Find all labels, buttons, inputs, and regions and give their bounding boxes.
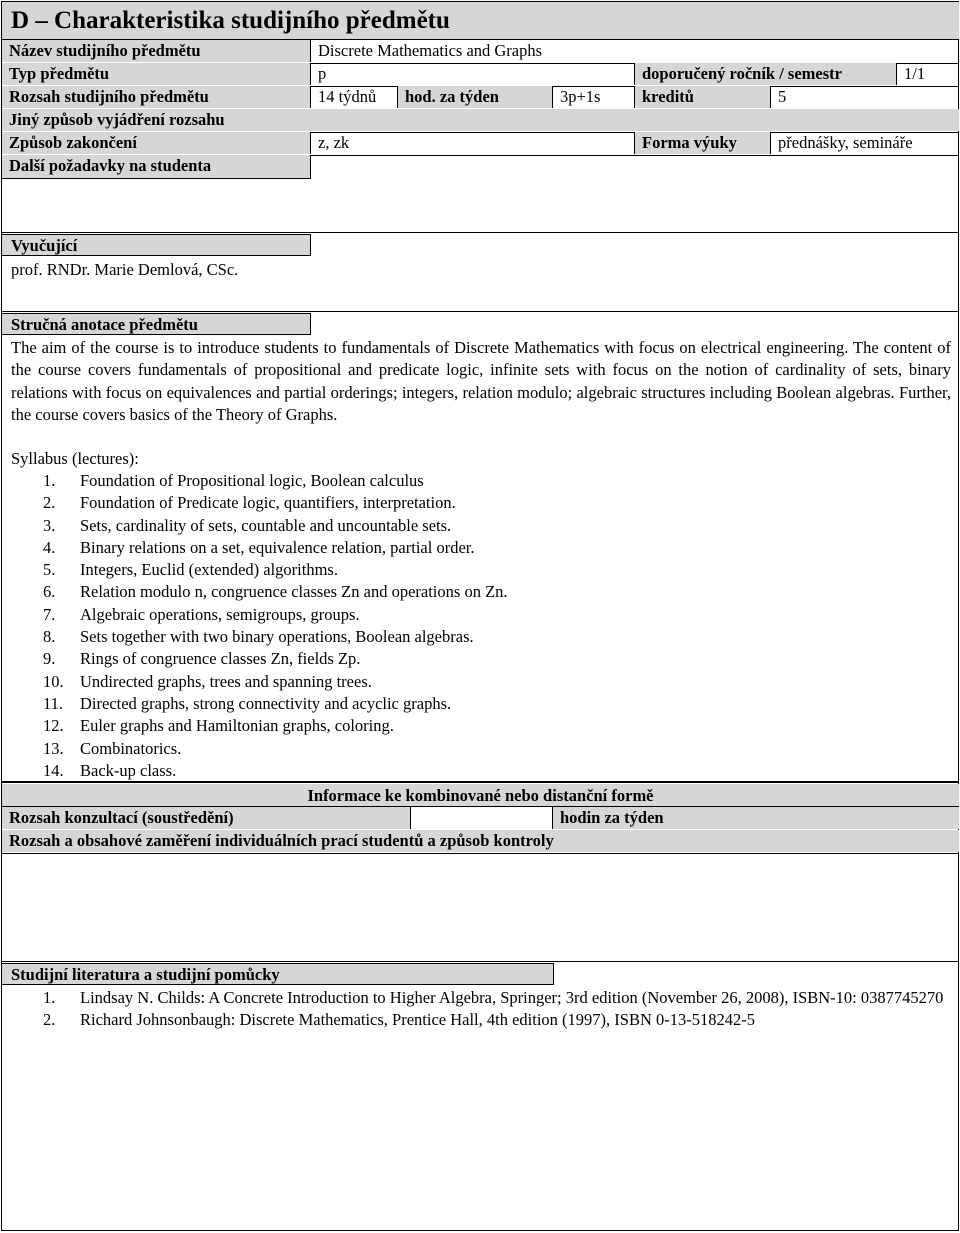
kreditu-value: 5 <box>778 87 787 106</box>
list-item <box>11 559 911 581</box>
literatura-list <box>11 987 951 1032</box>
list-item-text: Combinatorics. <box>80 738 182 758</box>
dalsi-label: Další požadavky na studenta <box>2 155 311 179</box>
list-item-text: Foundation of Predicate logic, quantifiers, interpretation. <box>80 493 456 513</box>
divider <box>2 781 959 783</box>
list-item <box>11 760 911 782</box>
list-item <box>11 693 911 715</box>
list-item <box>11 648 911 670</box>
list-item-number: 1. <box>43 471 56 490</box>
row-nazev <box>2 40 959 64</box>
list-item-text: Undirected graphs, trees and spanning trees. <box>80 671 372 691</box>
list-item-text: Integers, Euclid (extended) algorithms. <box>80 560 338 580</box>
list-item-text: Binary relations on a set, equivalence relation, partial order. <box>80 537 475 557</box>
syllabus-list <box>11 470 911 782</box>
list-item <box>11 515 911 537</box>
list-item-text: Back-up class. <box>80 760 177 780</box>
hod-value: 3p+1s <box>553 86 635 108</box>
zakonceni-label: Způsob zakončení <box>2 132 311 154</box>
list-item <box>11 671 911 693</box>
nazev-value: Discrete Mathematics and Graphs <box>318 41 543 60</box>
divider <box>2 311 959 312</box>
list-item-number: 4. <box>43 537 56 557</box>
list-item <box>11 470 911 492</box>
kombinovana-header: Informace ke kombinované nebo distanční formě <box>2 784 959 807</box>
kreditu-label: kreditů <box>635 86 771 108</box>
vyucujici-label: Vyučující <box>2 234 311 256</box>
list-item-number: 1. <box>43 988 56 1007</box>
list-item-text: Sets, cardinality of sets, countable and uncountable sets. <box>80 515 452 535</box>
list-item-number: 2. <box>43 493 56 513</box>
rozsah-value: 14 týdnů <box>311 86 398 108</box>
list-item-text: Relation modulo n, congruence classes Zn and operations on Zn. <box>80 582 508 602</box>
list-item-number: 7. <box>43 604 56 624</box>
list-item <box>11 987 951 1009</box>
list-item-text: Directed graphs, strong connectivity and acyclic graphs. <box>80 693 452 713</box>
list-item-number: 14. <box>43 760 64 780</box>
list-item-number: 11. <box>43 693 64 713</box>
forma-value: přednášky, semináře <box>778 133 913 152</box>
anotace-text: The aim of the course is to introduce students to fundamentals of Discrete Mathematics with focus on electrical engineering. The content of the course covers fundamentals of propositional and predicate logic, infinite sets with focus on the notion of cardinality of sets, binary relations with focus on equivalences and partial orderings; integers, relation modulo; algebraic structures including Boolean algebras. Further, the course covers basics of the Theory of Graphs. <box>11 338 951 424</box>
vyucujici-value: prof. RNDr. Marie Demlová, CSc. <box>11 260 239 279</box>
prace-label: Rozsah a obsahové zaměření individuálních prací studentů a způsob kontroly <box>2 830 959 852</box>
list-item-text: Richard Johnsonbaugh: Discrete Mathematics, Prentice Hall, 4th edition (1997), ISBN 0-13-518242-5 <box>80 1010 755 1030</box>
list-item-number: 10. <box>43 671 64 691</box>
list-item <box>11 626 911 648</box>
row-konzultace <box>2 807 959 831</box>
list-item-number: 12. <box>43 716 64 736</box>
page-title: D – Charakteristika studijního předmětu <box>2 2 959 40</box>
list-item <box>11 492 911 514</box>
row-rozsah <box>2 86 959 110</box>
typ-label: Typ předmětu <box>2 63 311 85</box>
rozsah-label: Rozsah studijního předmětu <box>2 86 311 108</box>
list-item <box>11 581 911 603</box>
list-item-text: Sets together with two binary operations, Boolean algebras. <box>80 627 474 647</box>
list-item-text: Euler graphs and Hamiltonian graphs, coloring. <box>80 716 394 736</box>
list-item <box>11 537 911 559</box>
list-item-text: Foundation of Propositional logic, Boolean calculus <box>80 471 424 490</box>
rocnik-value: 1/1 <box>904 64 926 83</box>
list-item <box>11 738 911 760</box>
list-item <box>11 1009 951 1031</box>
anotace-label: Stručná anotace předmětu <box>2 313 311 335</box>
list-item-text: Algebraic operations, semigroups, groups. <box>80 604 360 624</box>
list-item-number: 5. <box>43 560 56 580</box>
konzultace-value <box>411 807 553 829</box>
hodin-label: hodin za týden <box>553 807 959 829</box>
divider <box>2 232 959 233</box>
literatura-label: Studijní literatura a studijní pomůcky <box>2 963 554 985</box>
row-dalsi <box>2 155 959 179</box>
divider <box>2 961 959 962</box>
row-jiny <box>2 109 959 133</box>
row-zakonceni <box>2 132 959 156</box>
list-item-number: 6. <box>43 582 56 602</box>
course-sheet <box>1 1 959 1231</box>
hod-label: hod. za týden <box>398 86 553 108</box>
list-item <box>11 604 911 626</box>
typ-value: p <box>311 63 635 85</box>
list-item <box>11 715 911 737</box>
zakonceni-value: z, zk <box>311 132 635 154</box>
list-item-number: 2. <box>43 1010 56 1030</box>
list-item-text: Lindsay N. Childs: A Concrete Introduction to Higher Algebra, Springer; 3rd edition (November 26, 2008), ISBN-10: 0387745270 <box>80 988 944 1007</box>
list-item-number: 8. <box>43 627 56 647</box>
list-item-number: 13. <box>43 738 64 758</box>
list-item-number: 3. <box>43 515 56 535</box>
list-item-number: 9. <box>43 649 56 669</box>
rocnik-label: doporučený ročník / semestr <box>635 63 897 85</box>
row-prace <box>2 830 959 854</box>
nazev-label: Název studijního předmětu <box>2 40 311 62</box>
jiny-label: Jiný způsob vyjádření rozsahu <box>2 109 959 131</box>
list-item-text: Rings of congruence classes Zn, fields Zp. <box>80 649 361 669</box>
forma-label: Forma výuky <box>635 132 771 154</box>
konzultace-label: Rozsah konzultací (soustředění) <box>2 807 411 829</box>
row-typ <box>2 63 959 87</box>
syllabus-title: Syllabus (lectures): <box>11 449 139 468</box>
